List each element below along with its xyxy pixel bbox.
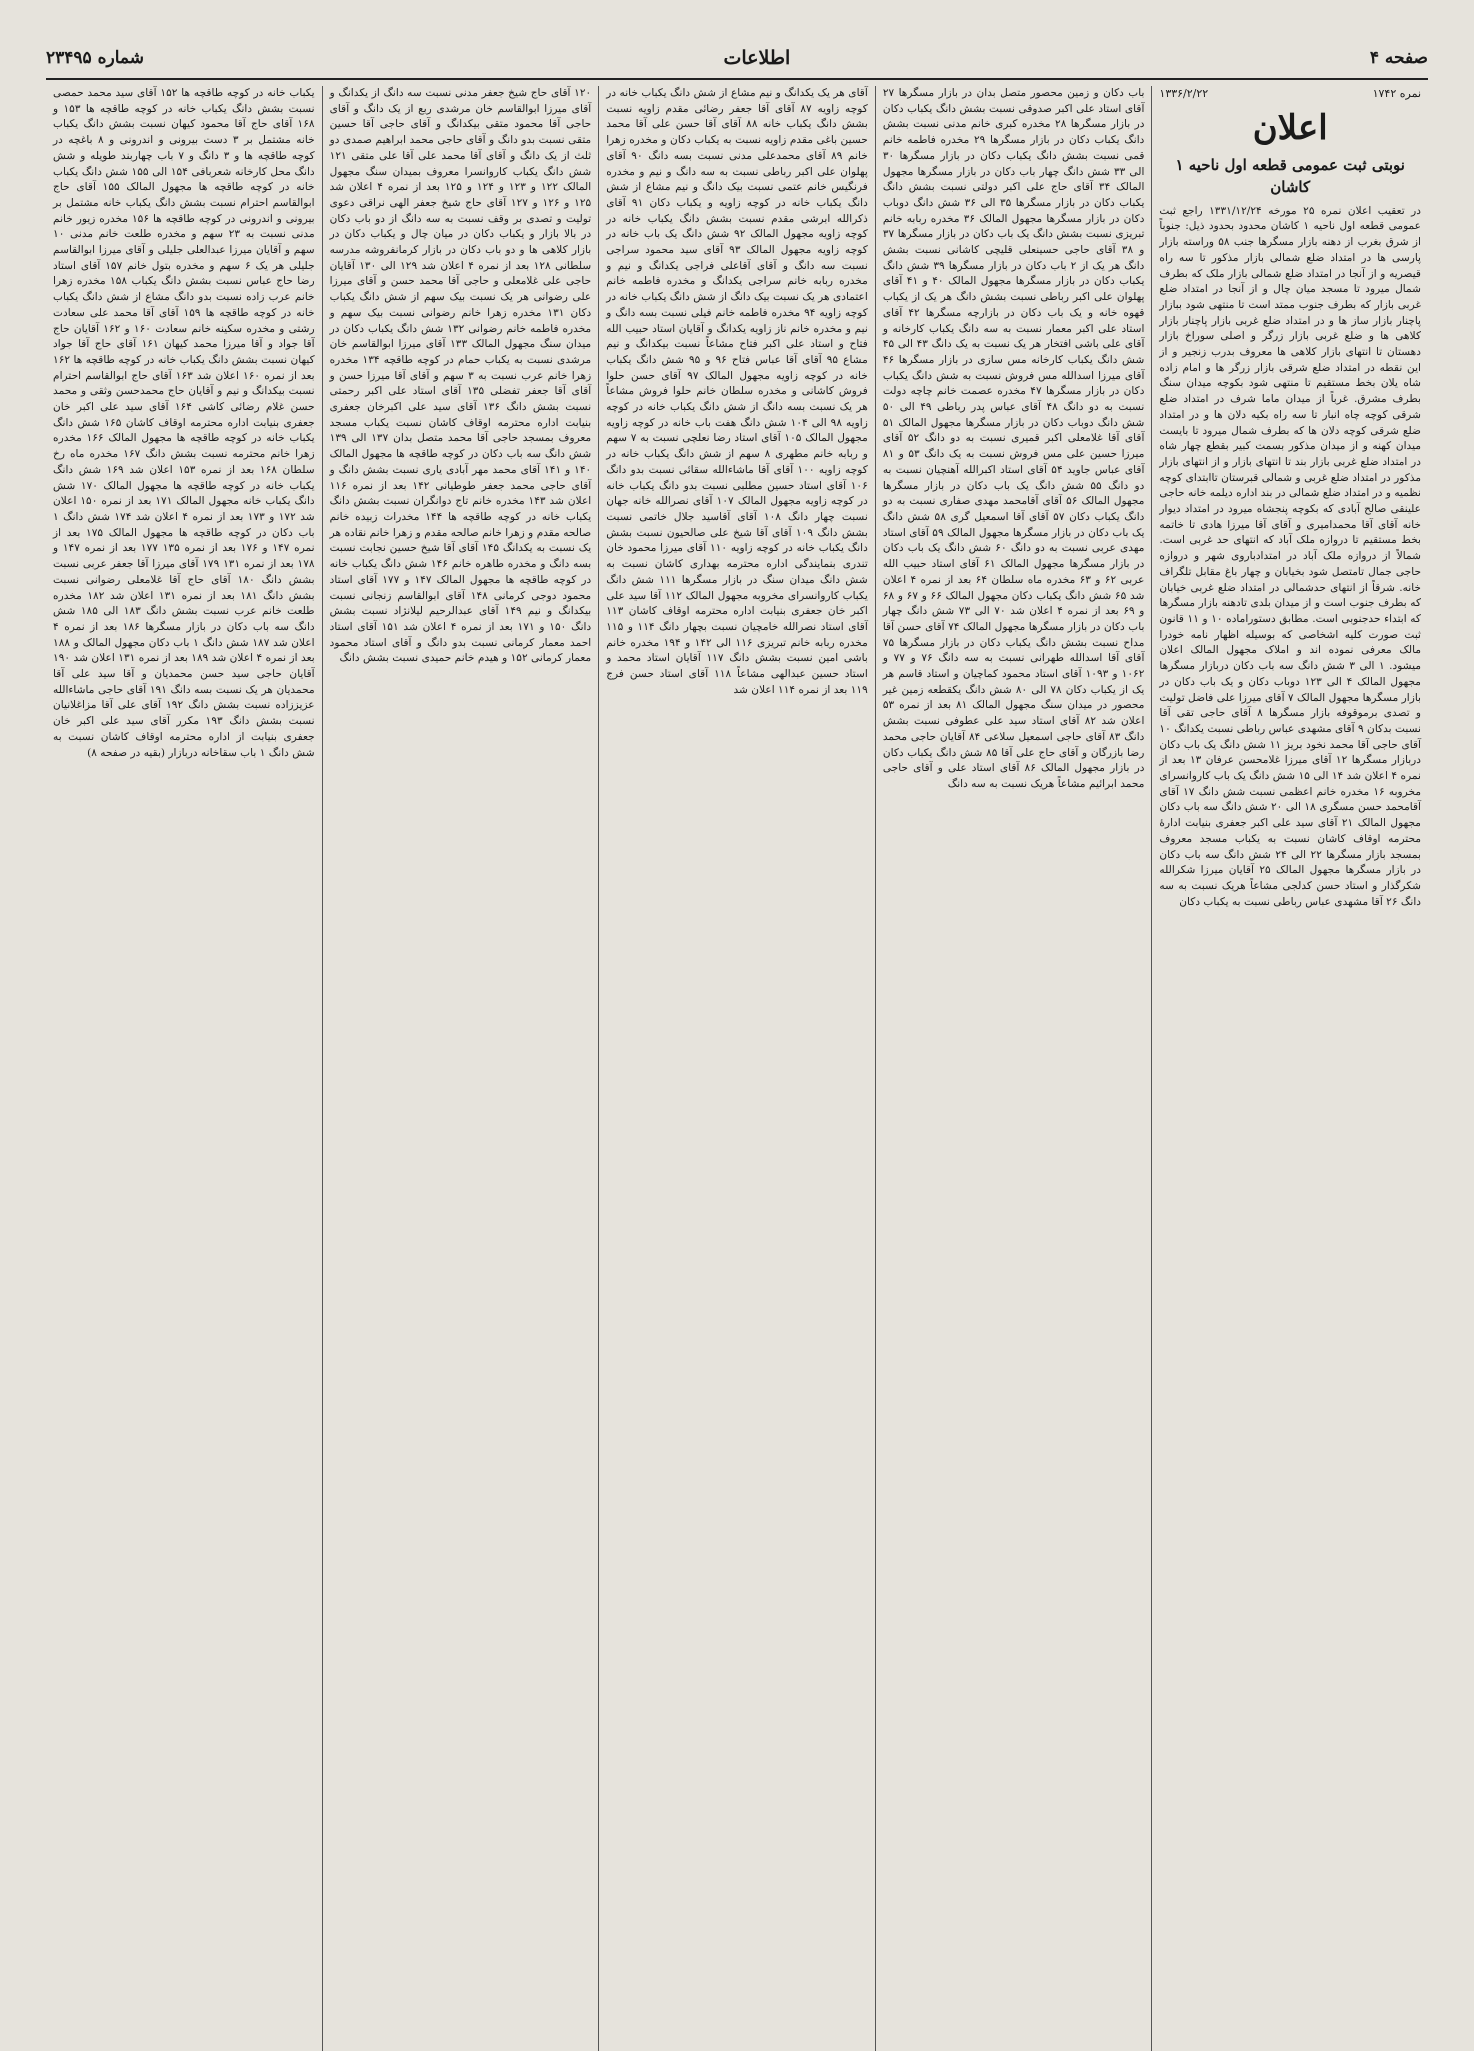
page-label: صفحه ۴ bbox=[1369, 48, 1428, 68]
column-text: در تعقیب اعلان نمره ۲۵ مورخه ۱۳۳۱/۱۲/۲۴ راجع ثبت عمومی قطعه اول ناحیه ۱ کاشان محدود بحدود ذیل: جنوباً از شرق بغرب از دهنه بازار مسگرها جنب ۵۸ وراسته بازار پارسی ها در امتداد ضلع شمالی بازار مذکور تا سه راه قیصریه و از آنجا در امتداد ضلع شمالی بازار ملک که بطرف شمال میرود تا مسجد میان چال و از آنجا در امتداد ضلع غربی بازار که بطرف جنوب ممتد است تا منتهی شود ببازار پاچنار بازار ساز ها و در امتداد ضلع غربی بازار پاچنار بازار کلاهی ها و ضلع غربی بازار زرگر و اصلی سوراخ بازار دهستان تا انتهای بازار کلاهی ها معروف بدرب زنجیر و از این نقطه در امتداد ضلع شرقی بازار زرگر ها و امام زاده شاه یلان بخط مستقیم تا منتهی شود بکوچه میدان سنگ بطرف مشرق. غرباً از میدان ماما شرف در امتداد ضلع شرقی کوچه چاه انبار تا سه راه بکیه دلان ها و در امتداد ضلع شرقی کوچه دلان ها که بطرف شمال میرود تا بایست میدان کهنه و از میدان مذکور بسمت کبیر بقطع چهار شاه در امتداد ضلع غربی بازار بند تا انتهای بازار و از انتهای بازار مذکور در امتداد ضلع غربی و شمالی قبرستان تاابتدای کوچه نظمیه و در امتداد ضلع شمالی در بند اداره دیلمه خانه حاجی علینقی صالح آبادی که بکوچه پنجشاه میرود در امتداد دیوار خانه آقای آقا محمدامیری و آقای آقا میرزا هادی تا خاتمه بخط مستقیم تا دروازه ملک آباد که انتهای حد غربی است. شمالاً از دروازه ملک آباد در امتدادباروی شهر و دروازه حاجی جمال تامتصل شود بخیابان و چهار باغ مقابل تلگراف خانه. شرقاً از انتهای حدشمالی در امتداد ضلع غربی خیابان که بطرف جنوب است و از میدان بلدی تادهنه بازار مسگرها که ابتداء حدجنوبی است. مطابق دستوراماده ۱۰ و ۱۱ قانون ثبت صورت کلیه اشخاصی که بوسیله اظهار نامه خودرا مالک معرفی نموده اند و املاک مجهول المالک اعلان میشود. ۱ الی ۳ شش دانگ سه باب دکان دربازار مسگرها مجهول المالک ۴ الی ۱۲۳ دوباب دکان و یک باب دکان در بازار مسگرها مجهول المالک ۷ آقای میرزا علی فاضل تولیت و تصدی برموقوفه بازار مسگرها ۸ آقای حاجی تقی آقا نسبت بدکان ۹ آقای مشهدی عباس رباطی نسبت یکدانگ ۱۰ آقای حاجی آقا محمد نخود بریز ۱۱ شش دانگ یک باب دکان دربازار مسگرها ۱۲ آقای میرزا غلامحسن عرفان ۱۳ بعد از نمره ۴ اعلان شد ۱۴ الی ۱۵ شش دانگ یک باب کاروانسرای مخروبه ۱۶ مخدره خانم اعظمی نسبت شش دانگ ۱۷ آقای آقامحمد حسن مسگری ۱۸ الی ۲۰ شش دانگ سه باب دکان مجهول المالک ۲۱ آقای سید علی اکبر جعفری بنیابت ادارۀ محترمه اوقاف کاشان نسبت به یکباب مسجد معروف بمسجد بازار مسگرها ۲۲ الی ۲۴ شش دانگ سه باب دکان در بازار مسگرها مجهول المالک ۲۵ آقایان میرزا شکرالله شکرگذار و استاد حسن کدلجی مشاعاً هریک نسبت به سه دانگ ۲۶ آقا مشهدی عباس رباطی نسبت به یکباب دکان bbox=[1159, 204, 1422, 908]
column-text: ۱۲۰ آقای حاج شیخ جعفر مدنی نسبت سه دانگ از یکدانگ و آقای میرزا ابوالقاسم خان مرشدی ربع از یک دانگ و آقای حاجی آقا محمود متقی بیکدانگ و آقای حاجی آقا حسین متقی نسبت بدو دانگ و آقای حاجی محمد ابراهیم صمدی دو ثلث از یک دانگ و آقای آقا محمد علی آقا علی متقی ۱۲۱ شش دانگ یکباب کاروانسرا معروف بمیدان سنگ مجهول المالک ۱۲۲ و ۱۲۳ و ۱۲۴ و ۱۲۵ بعد از نمره ۴ اعلان شد ۱۲۵ و ۱۲۶ و ۱۲۷ آقای حاج شیخ جعفر الهی نراقی دعوی تولیت و تصدی بر وقف نسبت به سه دانگ از دو باب دکان در بالا بازار و یکباب دکان در میان چال و یکباب دکان در بازار کلاهی ها و دو باب دکان در بازار کرمانفروشه مدرسه سلطانی ۱۲۸ بعد از نمره ۴ اعلان شد ۱۲۹ الی ۱۳۰ آقایان حاجی علی غلامعلی و حاجی آقا محمد حسن و آقای میرزا علی رضوانی هر یک نسبت بیک سهم از شش دانگ یکباب دکان ۱۳۱ مخدره زهرا خانم رضوانی نسبت بیک سهم و مخدره فاطمه خانم رضوانی ۱۳۲ شش دانگ یکباب دکان در میدان سنگ مجهول المالک ۱۳۳ آقای میرزا ابوالقاسم خان مرشدی نسبت به یکباب حمام در کوچه طاقچه ۱۳۴ مخدره زهرا خانم عرب نسبت به ۳ سهم و آقای آقا میرزا حسن و آقای آقا جعفر تفضلی ۱۳۵ آقای استاد علی اکبر رحمتی نسبت بشش دانگ ۱۳۶ آقای سید علی اکبرخان جعفری بنیابت اداره محترمه اوقاف کاشان نسبت یکباب مسجد معروف بمسجد حاجی آقا محمد متصل بدان ۱۳۷ الی ۱۳۹ شش دانگ سه باب دکان در کوچه طاقچه ها مجهول المالک ۱۴۰ و ۱۴۱ آقای محمد مهر آبادی یاری نسبت بشش دانگ و آقای حاجی محمد جعفر طوطیانی ۱۴۲ بعد از نمره ۱۱۶ اعلان شد ۱۴۳ مخدره خانم تاج دوانگران نسبت بشش دانگ یکباب خانه در کوچه طاقچه ها ۱۴۴ مخدرات زبیده خانم صالحه مقدم و زهرا خانم صالحه مقدم و زهرا خانم نقاده هر یک نسبت به یکدانگ ۱۴۵ آقای آقا شیخ حسین نجابت نسبت بسه دانگ و مخدره طاهره خانم ۱۴۶ شش دانگ یکباب خانه در کوچه طاقچه ها مجهول المالک ۱۴۷ و ۱۷۷ آقای استاد محمود دوجی کرمانی ۱۴۸ آقای ابوالقاسم زنجانی نسبت بیکدانگ و نیم ۱۴۹ آقای عبدالرحیم لیلانژاد نسبت بشش دانگ ۱۵۰ و ۱۷۱ بعد از نمره ۴ اعلان شد ۱۵۱ آقای استاد احمد معمار کرمانی نسبت بدو دانگ و آقای استاد محمود معمار کرمانی ۱۵۲ و هیدم خانم حمیدی نسبت بشش دانگ bbox=[329, 87, 592, 665]
notice-number: نمره ۱۷۴۲ bbox=[1372, 87, 1421, 100]
columns bbox=[46, 86, 1428, 2051]
notice-date: ۱۳۳۶/۲/۲۲ bbox=[1159, 87, 1209, 100]
column-text: یکباب خانه در کوچه طاقچه ها ۱۵۲ آقای سید محمد حمصی نسبت بشش دانگ یکباب خانه در کوچه طاقچه ها ۱۵۳ و ۱۶۸ آقای حاج آقا محمود کیهان نسبت بشش دانگ یکباب خانه مشتمل بر ۳ دست بیرونی و اندرونی و ۸ باغچه در کوچه طاقچه ها و ۳ دانگ و ۷ باب چهاربند طویله و شش دانگ محل کارخانه شعربافی ۱۵۴ الی ۱۵۵ شش دانگ یکباب خانه در کوچه طاقچه ها مجهول المالک ۱۵۵ آقای حاج ابوالقاسم احترام نسبت بشش دانگ یکباب خانه مشتمل بر بیرونی و اندرونی در کوچه طاقچه ها ۱۵۶ مخدره زیور خانم مدنی نسبت به ۲۳ سهم و مخدره طلعت خانم مدنی ۱۰ سهم و آقایان میرزا عبدالعلی جلیلی و آقای میرزا ابوالقاسم جلیلی هر یک ۶ سهم و مخدره بتول خانم ۱۵۷ آقای استاد رضا حاج عباس نسبت بشش دانگ یکباب ۱۵۸ مخدره زهرا خانم عرب زاده نسبت بدو دانگ مشاع از شش دانگ یکباب خانه در کوچه طاقچه ها ۱۵۹ آقای آقا محمد علی سعادت رشتی و مخدره سکینه خانم سعادت ۱۶۰ و ۱۶۲ آقایان حاج آقا جواد و آقا میرزا محمد کیهان ۱۶۱ آقای حاج آقا جواد کیهان نسبت بشش دانگ یکباب خانه در کوچه طاقچه ها ۱۶۲ بعد از نمره ۱۶۰ اعلان شد ۱۶۳ آقای حاج ابوالقاسم احترام نسبت بیکدانگ و نیم و آقایان حاج محمدحسن وثقی و محمد حسن غلام رضائی کاشی ۱۶۴ آقای سید علی اکبر خان جعفری بنیابت اداره محترمه اوقاف کاشان ۱۶۵ شش دانگ یکباب خانه در کوچه طاقچه ها مجهول المالک ۱۶۶ مخدره زهرا خانم محترمه نسبت بشش دانگ ۱۶۷ مخدره ماه رخ سلطان ۱۶۸ بعد از نمره ۱۵۳ اعلان شد ۱۶۹ شش دانگ یکباب خانه در کوچه طاقچه ها مجهول المالک ۱۷۰ شش دانگ یکباب خانه مجهول المالک ۱۷۱ بعد از نمره ۱۵۰ اعلان شد ۱۷۲ و ۱۷۳ بعد از نمره ۴ اعلان شد ۱۷۴ شش دانگ ۱ باب دکان در کوچه طاقچه ها مجهول المالک ۱۷۵ بعد از نمره ۱۴۷ و ۱۷۶ بعد از نمره ۱۳۵ ۱۷۷ بعد از نمره ۱۴۷ و ۱۷۸ بعد از نمره ۱۳۱ ۱۷۹ آقای میرزا آقا جعفر عربی نسبت بشش دانگ ۱۸۰ آقای حاج آقا غلامعلی رضوانی نسبت بشش دانگ ۱۸۱ بعد از نمره ۱۳۱ اعلان شد ۱۸۲ مخدره طلعت خانم عرب نسبت بشش دانگ ۱۸۳ الی ۱۸۵ شش دانگ سه باب دکان در بازار مسگرها ۱۸۶ بعد از نمره ۴ اعلان شد ۱۸۷ شش دانگ ۱ باب دکان مجهول المالک و ۱۸۸ بعد از نمره ۴ اعلان شد ۱۸۹ بعد از نمره ۱۳۱ اعلان شد ۱۹۰ آقایان حاجی سید حسن محمدیان و آقا سید علی آقا محمدیان هر یک نسبت بسه دانگ ۱۹۱ آقای حاجی ماشاءالله عزیززاده نسبت بشش دانگ ۱۹۲ آقای علی آقا مزاغلانیان نسبت بشش دانگ ۱۹۳ مکرر آقای سید علی اکبر خان جعفری بنیابت از اداره محترمه اوقاف کاشان نسبت به شش دانگ ۱ باب سقاخانه دربازار (بقیه در صفحه ۸) bbox=[53, 87, 315, 759]
column-2 bbox=[875, 86, 1152, 2051]
column-text: آقای هر یک یکدانگ و نیم مشاع از شش دانگ یکباب خانه در کوچه زاویه ۸۷ آقای آقا جعفر رضائی مقدم زاویه نسبت بشش دانگ یکباب خانه ۸۸ آقای آقا حسن علی آقا محمد حسین باغی مقدم زاویه نسبت به یکباب دکان و مخدره زهرا خانم ۸۹ آقای محمدعلی مدنی نسبت بسه دانگ ۹۰ آقای پهلوان علی اکبر رباطی نسبت به سه دانگ و نیم و مخدره فرنگیس خانم عتمی نسبت بیک دانگ و نیم مشاع از شش دانگ یکباب خانه در کوچه زاویه و یکباب دکان ۹۱ آقای ذکرالله ابرشی مقدم نسبت بشش دانگ یکباب خانه در کوچه زاویه مجهول المالک ۹۲ شش دانگ یک باب خانه در کوچه زاویه مجهول المالک ۹۳ آقای سید محمود سراجی نسبت سه دانگ و آقای آقاعلی فراجی یکدانگ و نیم و مخدره ربابه خانم سراجی یکدانگ و مخدره فاطمه خانم اعتمادی هر یک نسبت بیک دانگ از شش دانگ یکباب خانه در کوچه زاویه ۹۴ مخدره فاطمه خانم فیلی نسبت بسه دانگ و نیم و مخدره خانم ناز زاویه یکدانگ و آقایان استاد حبیب الله فتاح و استاد علی اکبر فتاح مشاعاً نسبت بیکدانگ و نیم مشاع ۹۵ آقای آقا عباس فتاح ۹۶ و ۹۵ شش دانگ یکباب خانه در کوچه زاویه مجهول المالک ۹۷ آقای حسن حلوا فروش کاشانی و مخدره سلطان خانم حلوا فروش مشاعاً هر یک نسبت بسه دانگ از شش دانگ یکباب خانه در کوچه زاویه ۹۸ الی ۱۰۴ شش دانگ هفت باب خانه در کوچه زاویه مجهول المالک ۱۰۵ آقای استاد رضا نعلچی نسبت به ۷ سهم و ربابه خانم مطهری ۸ سهم از شش دانگ یکباب خانه در کوچه زاویه ۱۰۰ آقای آقا ماشاءالله سقائی نسبت بدو دانگ ۱۰۶ آقای استاد حسین مطلبی نسبت بدو دانگ یکباب خانه در کوچه زاویه مجهول المالک ۱۰۷ آقای نصرالله خانه جهان نسبت چهار دانگ ۱۰۸ آقای آقاسید جلال خاتمی نسبت بشش دانگ ۱۰۹ آقای آقا شیخ علی صالحیون نسبت بشش دانگ یکباب خانه در کوچه زاویه ۱۱۰ آقای میرزا محمود خان تندری بنمایندگی اداره محترمه بهداری کاشان نسبت به شش دانگ میدان سنگ در بازار مسگرها ۱۱۱ شش دانگ یکباب کاروانسرای مخروبه مجهول المالک ۱۱۲ آقا سید علی اکبر خان جعفری بنیابت اداره محترمه اوقاف کاشان ۱۱۳ آقای استاد نصرالله خامچیان نسبت بچهار دانگ ۱۱۴ و ۱۱۵ مخدره ربابه خانم تبریزی ۱۱۶ الی ۱۴۲ و ۱۹۴ مخدره خانم باشی امین نسبت بشش دانگ ۱۱۷ آقایان استاد محمد و استاد حسین عبدالهی مشاعاً ۱۱۸ آقای استاد حسن فرج ۱۱۹ بعد از نمره ۱۱۴ اعلان شد bbox=[606, 87, 868, 696]
notice-subtitle: نوبتی ثبت عمومی قطعه اول ناحیه ۱ کاشان bbox=[1175, 155, 1405, 196]
issue-number: شماره ۲۳۴۹۵ bbox=[46, 48, 144, 68]
column-3 bbox=[598, 86, 875, 2051]
column-text: باب دکان و زمین محصور متصل بدان در بازار مسگرها ۲۷ آقای استاد علی اکبر صدوقی نسبت بشش دانگ یکباب دکان در بازار مسگرها ۲۸ مخدره کبری خانم مدنی نسبت بشش دانگ یکباب دکان در بازار مسگرها ۲۹ مخدره فاطمه خانم قمی نسبت بشش دانگ یکباب دکان در بازار مسگرها ۳۰ الی ۳۳ شش دانگ چهار باب دکان در بازار مسگرها مجهول المالک ۳۴ آقای حاج علی اکبر دولتی نسبت بشش دانگ یکباب دکان در بازار مسگرها ۳۵ الی ۳۶ شش دانگ دوباب دکان در بازار مسگرها مجهول المالک ۳۶ مخدره ربابه خانم تبریزی نسبت بشش دانگ یک باب دکان در بازار مسگرها ۳۷ و ۳۸ آقای حاجی حسینعلی قلیچی کاشانی نسبت بشش دانگ هر یک از ۲ باب دکان در بازار مسگرها ۳۹ شش دانگ یکباب دکان در بازار مسگرها مجهول المالک ۴۰ و ۴۱ آقای پهلوان علی اکبر رباطی نسبت بشش دانگ هر یک از یکباب قهوه خانه و یک باب دکان در بازارچه مسگرها ۴۲ آقای استاد علی اکبر معمار نسبت به سه دانگ یکباب کارخانه و آقای علی باشی افتخار هر یک نسبت به یک دانگ ۴۳ الی ۴۵ شش دانگ یکباب کارخانه مس سازی در بازار مسگرها ۴۶ آقای میرزا اسدالله مس فروش نسبت به شش دانگ یکباب دکان در بازار مسگرها ۴۷ مخدره عصمت خانم چاچه دولت نسبت به دو دانگ ۴۸ آقای عباس پدر رباطی ۴۹ الی ۵۰ شش دانگ دوباب دکان در بازار مسگرها مجهول المالک ۵۱ آقای آقا غلامعلی اکبر قمیری نسبت به دو دانگ ۵۲ آقای میرزا حسین علی مس فروش نسبت به یک دانگ ۵۳ و ۸۱ آقای عباس جاوید ۵۴ آقای استاد اکبرالله آهنچیان نسبت به دو دانگ ۵۵ شش دانگ یک باب دکان در بازار مسگرها مجهول المالک ۵۶ آقای آقامحمد مهدی صفاری نسبت به دو دانگ یکباب دکان ۵۷ آقای آقا اسمعیل گری ۵۸ شش دانگ یک باب دکان در بازار مسگرها مجهول المالک ۵۹ آقای استاد مهدی عربی نسبت به دو دانگ ۶۰ شش دانگ یک باب دکان در بازار مسگرها مجهول المالک ۶۱ آقای استاد حبیب الله عربی ۶۲ و ۶۳ مخدره ماه سلطان ۶۴ بعد از نمره ۴ اعلان شد ۶۵ شش دانگ یکباب دکان مجهول المالک ۶۶ و ۶۷ و ۶۸ و ۶۹ بعد از نمره ۴ اعلان شد ۷۰ الی ۷۳ شش دانگ چهار باب دکان در بازار مسگرها مجهول المالک ۷۴ آقای حسن آقا مداح نسبت بشش دانگ یکباب دکان در بازار مسگرها ۷۵ آقای آقا اسدالله طهرانی نسبت به سه دانگ ۷۶ و ۷۷ و ۱۰۶۲ و ۱۰۹۳ آقای استاد محمود کماچیان و استاد قاسم هر یک از یکباب دکان ۷۸ الی ۸۰ شش دانگ یکقطعه زمین غیر محصور در میدان سنگ مجهول المالک ۸۱ بعد از نمره ۵۳ اعلان شد ۸۲ آقای استاد سید علی عطوفی نسبت بشش دانگ ۸۳ آقای حاجی اسمعیل سلاعی ۸۴ آقایان حاجی محمد رضا بازرگان و آقای حاج علی آقا ۸۵ شش دانگ یکباب دکان در بازار مجهول المالک ۸۶ آقای استاد علی و آقای حاجی محمد ابرائیم مشاعاً هریک نسبت به سه دانگ bbox=[882, 87, 1145, 790]
column-4 bbox=[322, 86, 599, 2051]
paper-name: اطلاعات bbox=[723, 47, 791, 69]
page-header bbox=[46, 38, 1428, 80]
column-5 bbox=[46, 86, 322, 2051]
notice-header bbox=[1159, 86, 1421, 198]
notice-title: اعلان bbox=[1252, 107, 1328, 148]
column-1 bbox=[1151, 86, 1428, 2051]
